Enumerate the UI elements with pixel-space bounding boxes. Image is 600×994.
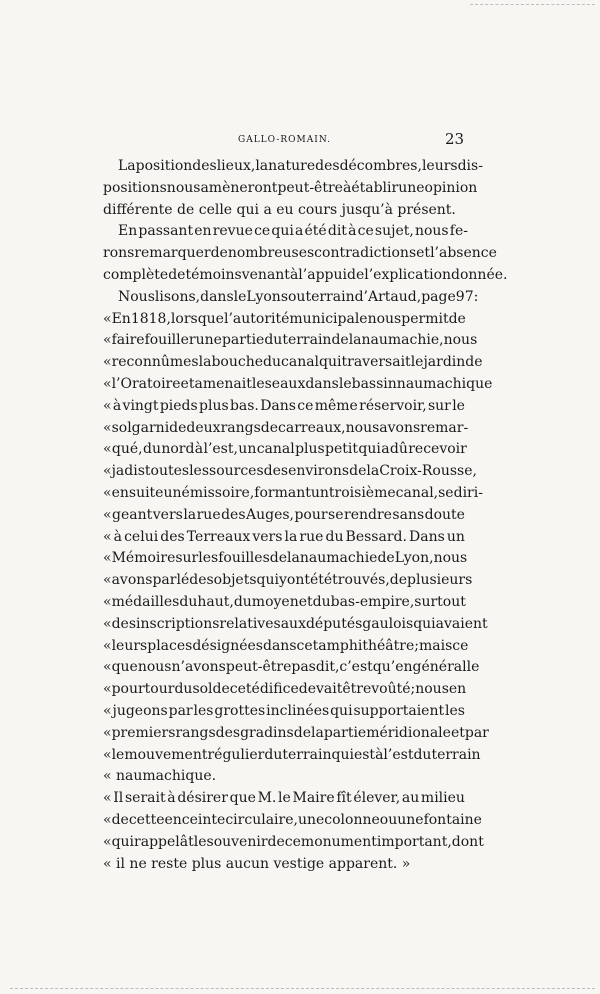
text-line: « sol garni de deux rangs de carreaux, nous avons remar- <box>103 419 469 436</box>
text-line: « leurs places désignées dans cet amphithéâtre ; mais ce <box>103 637 469 654</box>
text-line: différente de celle qui a eu cours jusqu’à présent. <box>103 201 456 218</box>
text-line: « faire fouiller une partie du terrain de la naumachie, nous <box>103 332 478 349</box>
text-line: « Il serait à désirer que M. le Maire fît élever, au milieu <box>103 790 465 807</box>
text-line: « Mémoire sur les fouilles de la naumachie de Lyon, nous <box>103 550 468 567</box>
text-line: « à vingt pieds plus bas. Dans ce même réservoir, sur le <box>103 397 465 414</box>
text-line: « naumachique. <box>103 768 217 785</box>
text-line: « il ne reste plus aucun vestige apparent. » <box>103 855 411 872</box>
text-line: « ensuite un émissoire, formant un troisième canal, se diri- <box>103 485 483 501</box>
text-line: « des inscriptions relatives aux députés gaulois qui avaient <box>103 615 488 632</box>
text-line: « reconnûmes la bouche du canal qui traversait le jardin de <box>103 354 483 371</box>
text-line: En passant en revue ce qui a été dit à ce sujet, nous fe- <box>118 223 468 240</box>
text-line: « geant vers la rue des Auges, pour se rendre sans doute <box>103 506 465 523</box>
text-line: Nous lisons, dans le Lyon souterrain d’Artaud, page 97 : <box>118 288 479 305</box>
text-line: « jugeons par les grottes inclinées qui supportaient les <box>103 703 465 719</box>
text-line: rons remarquer de nombreuses contradictions et l’absence <box>103 245 497 262</box>
text-line: « de cette enceinte circulaire, une colonne ou une fontaine <box>103 812 482 828</box>
text-line: « jadis toutes les sources des environs de la Croix-Rousse, <box>103 463 477 480</box>
scan-edge-top <box>470 4 595 5</box>
text-line: « le mouvement régulier du terrain qui est à l’est du terrain <box>103 746 481 763</box>
text-line: « pourtour du sol de cet édifice devait être voûté ; nous en <box>103 681 467 698</box>
text-line: « à celui des Terreaux vers la rue du Bessard. Dans un <box>103 528 465 545</box>
scan-edge-bottom <box>10 988 595 989</box>
running-title: GALLO-ROMAIN. <box>238 135 331 145</box>
text-line: « En 1818, lorsque l’autorité municipale nous permit de <box>103 310 466 327</box>
text-line: « qué, du nord à l’est, un canal plus petit qui a dû recevoir <box>103 441 467 458</box>
text-line: « qui rappelât le souvenir de ce monument important, dont <box>103 833 484 850</box>
page-number: 23 <box>445 130 465 148</box>
text-line: « l’Oratoire et amenait les eaux dans le bassin naumachique <box>103 376 493 392</box>
text-line: « médailles du haut, du moyen et du bas-empire, surtout <box>103 594 466 610</box>
text-line: « que nous n’avons peut-être pas dit, c’est qu’en général le <box>103 659 480 676</box>
text-line: « avons parlé des objets qui y ont été trouvés, de plusieurs <box>103 572 473 589</box>
text-line: La position des lieux, la nature des décombres, leurs dis- <box>118 158 483 174</box>
text-line: positions nous amèneront peut-être à établir une opinion <box>103 179 478 196</box>
text-line: « premiers rangs des gradins de la partie méridionale et par <box>103 724 489 741</box>
text-line: complète de témoins venant à l’appui de l’explication donnée. <box>103 267 508 283</box>
